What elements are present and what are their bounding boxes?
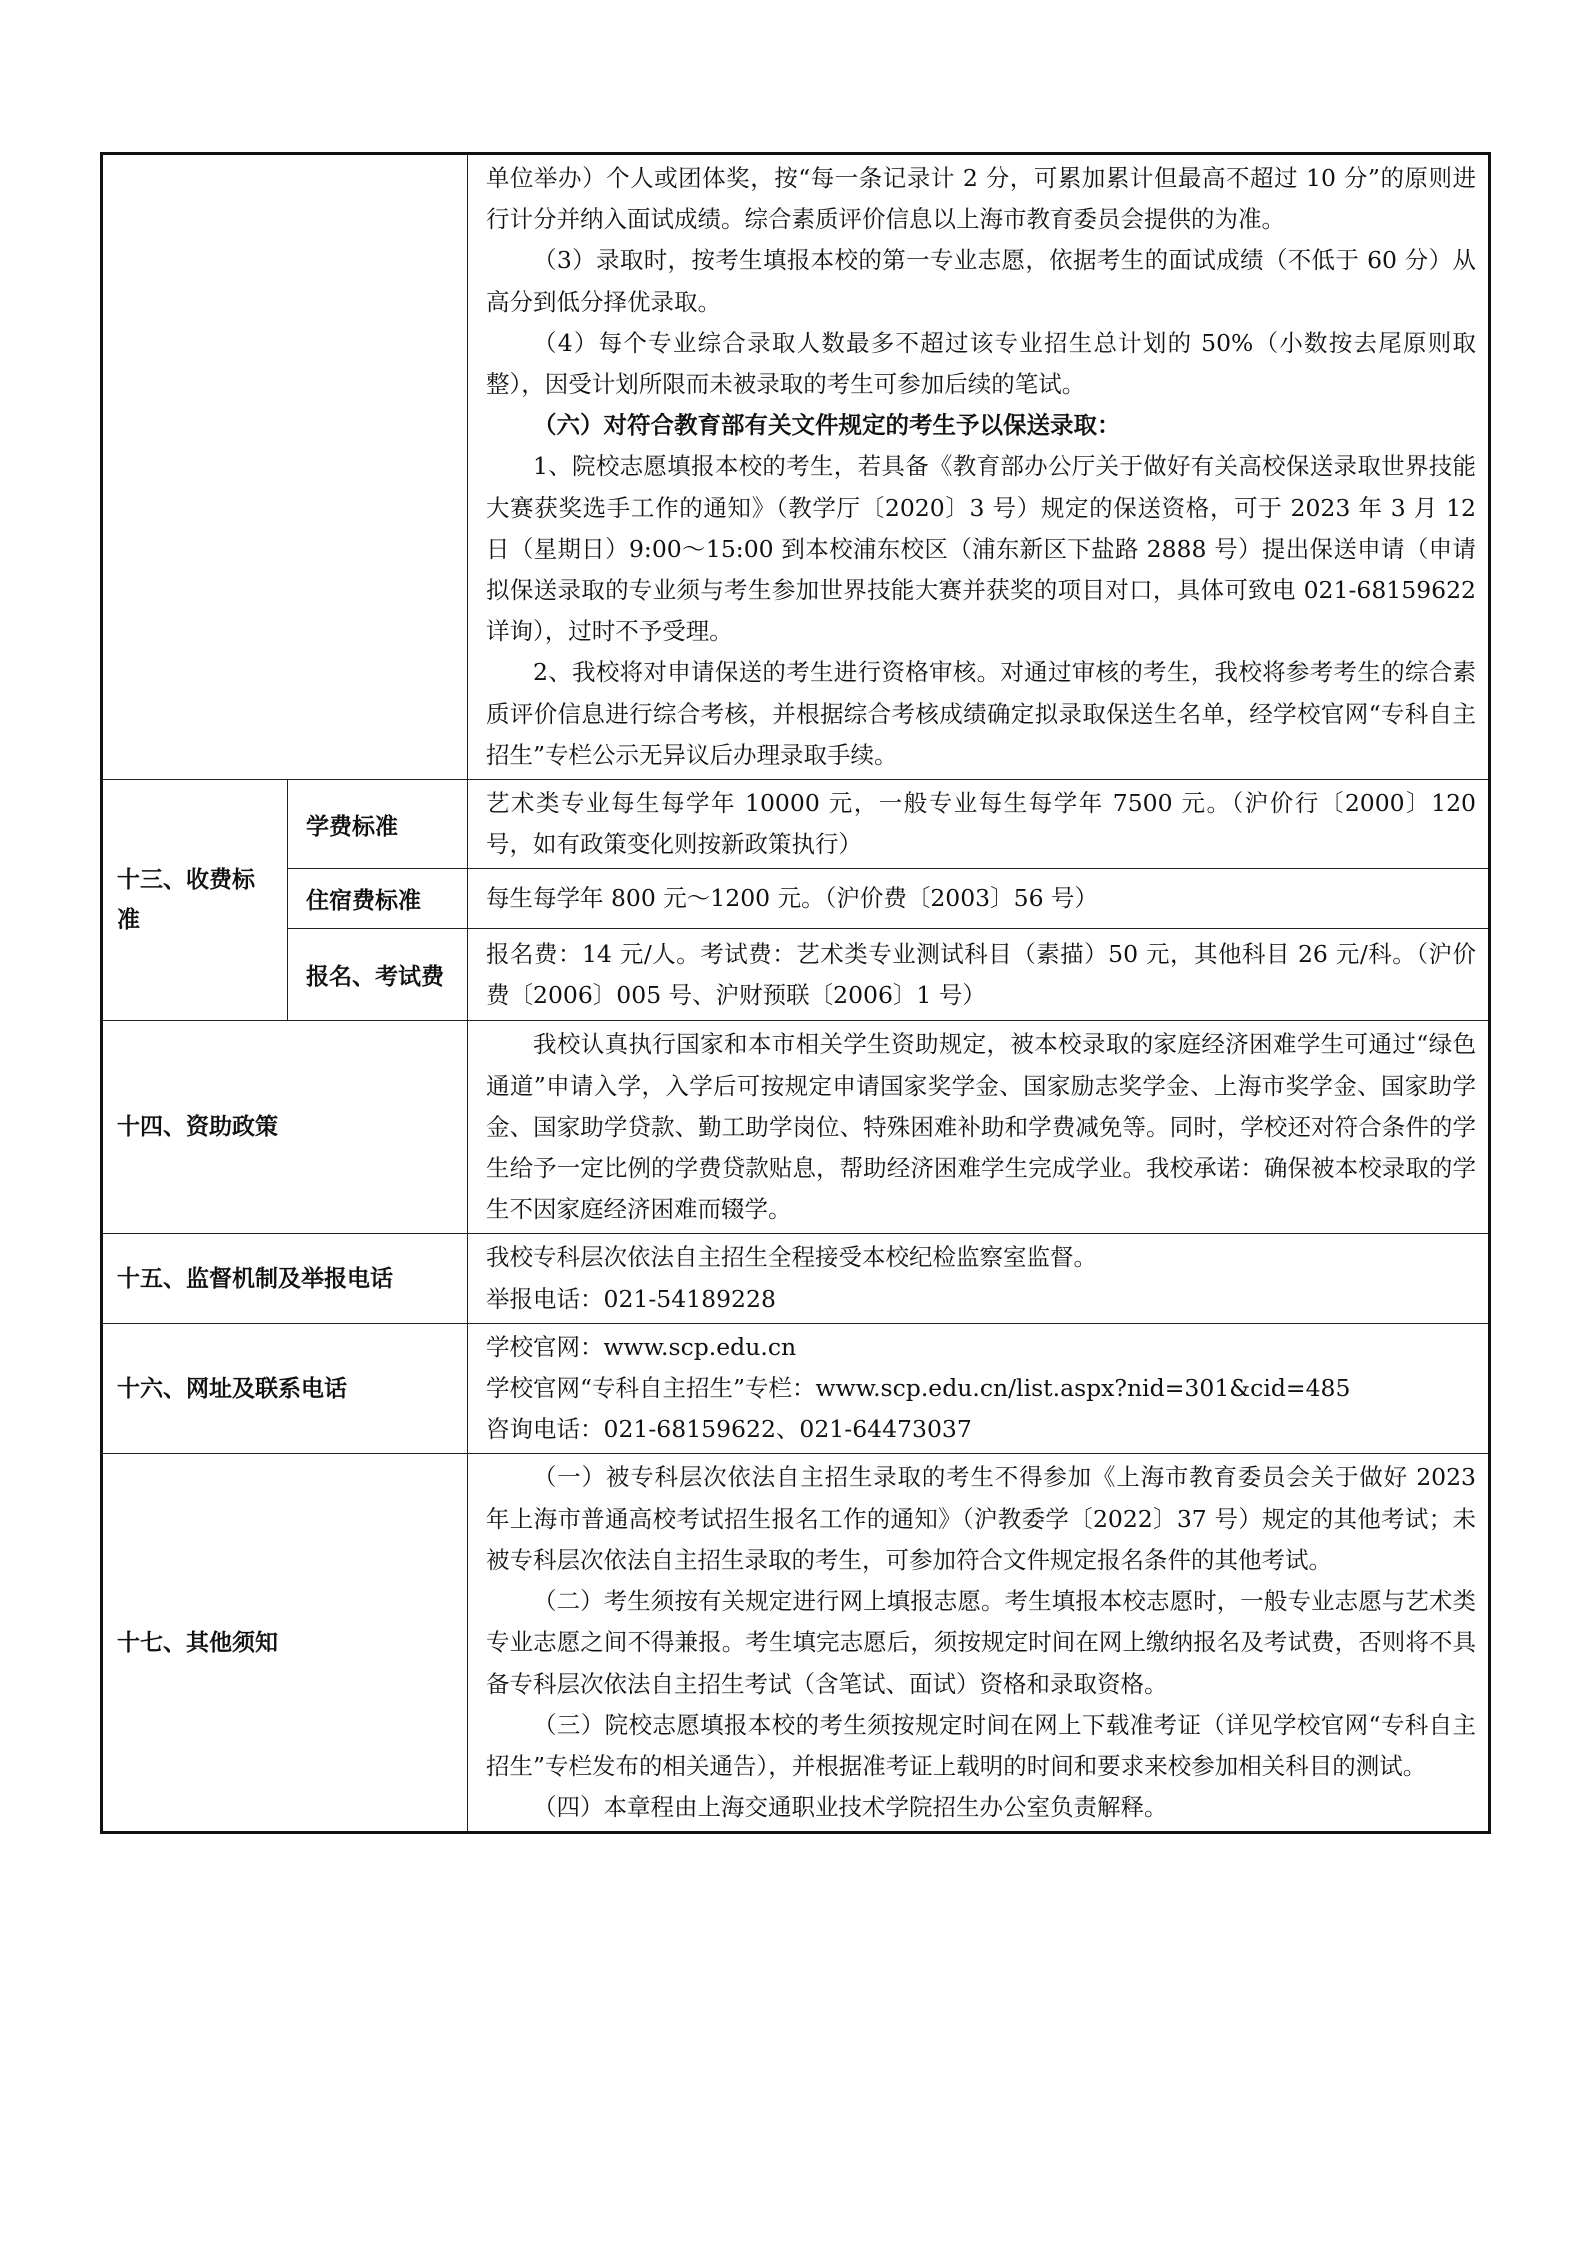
paragraph: 1、院校志愿填报本校的考生，若具备《教育部办公厅关于做好有关高校保送录取世界技能大赛获奖选手工作的通知》（教学厅〔2020〕3 号）规定的保送资格，可于 2023 年 3 月 12 日（星期日）9:00～15:00 到本校浦东校区（浦东新区下盐路 2888 号）提出保送申请（申请拟保送录取的专业须与考生参加世界技能大赛并获奖的项目对口，具体可致电 021-68159622 详询），过时不予受理。 — [486, 452, 1476, 646]
fee-row — [102, 869, 1490, 929]
notes-row — [102, 1454, 1490, 1833]
supervision-row — [102, 1234, 1490, 1323]
line: 学校官网“专科自主招生”专栏：www.scp.edu.cn/list.aspx?nid=301&cid=485 — [486, 1374, 1351, 1403]
fee-row — [102, 929, 1490, 1021]
aid-text — [468, 1021, 1490, 1234]
paragraph: （一）被专科层次依法自主招生录取的考生不得参加《上海市教育委员会关于做好 2023 年上海市普通高校考试招生报名工作的通知》（沪教委学〔2022〕37 号）规定的其他考试；未被专科层次依法自主招生录取的考生，可参加符合文件规定报名条件的其他考试。 — [486, 1463, 1476, 1574]
section-heading: （六）对符合教育部有关文件规定的考生予以保送录取： — [533, 411, 1121, 440]
fee-name: 住宿费标准 — [288, 869, 468, 929]
line: 咨询电话：021-68159622、021-64473037 — [486, 1415, 972, 1444]
aid-label: 十四、资助政策 — [102, 1021, 468, 1234]
notes-label: 十七、其他须知 — [102, 1454, 468, 1833]
empty-label-cell — [102, 154, 468, 780]
aid-row — [102, 1021, 1490, 1234]
fees-label: 十三、收费标准 — [102, 780, 288, 1021]
line: 举报电话：021-54189228 — [486, 1284, 776, 1313]
line: 我校专科层次依法自主招生全程接受本校纪检监察室监督。 — [486, 1243, 1097, 1272]
fee-text: 每生每学年 800 元～1200 元。（沪价费〔2003〕56 号） — [468, 869, 1490, 929]
continuation-row — [102, 154, 1490, 780]
fee-row — [102, 780, 1490, 869]
fee-text: 报名费：14 元/人。考试费：艺术类专业测试科目（素描）50 元，其他科目 26 元/科。（沪价费〔2006〕005 号、沪财预联〔2006〕1 号） — [468, 929, 1490, 1021]
paragraph: 单位举办）个人或团体奖，按“每一条记录计 2 分，可累加累计但最高不超过 10 分”的原则进行计分并纳入面试成绩。综合素质评价信息以上海市教育委员会提供的为准。 — [486, 164, 1476, 234]
paragraph: 2、我校将对申请保送的考生进行资格审核。对通过审核的考生，我校将参考考生的综合素质评价信息进行综合考核，并根据综合考核成绩确定拟录取保送生名单，经学校官网“专科自主招生”专栏公示无异议后办理录取手续。 — [486, 658, 1476, 769]
fee-name: 学费标准 — [288, 780, 468, 869]
contact-row — [102, 1323, 1490, 1454]
contact-label: 十六、网址及联系电话 — [102, 1323, 468, 1454]
paragraph: （4）每个专业综合录取人数最多不超过该专业招生总计划的 50%（小数按去尾原则取整），因受计划所限而未被录取的考生可参加后续的笔试。 — [486, 328, 1476, 399]
admission-table — [100, 152, 1491, 1834]
fee-name: 报名、考试费 — [288, 929, 468, 1021]
paragraph: （3）录取时，按考生填报本校的第一专业志愿，依据考生的面试成绩（不低于 60 分）从高分到低分择优录取。 — [486, 246, 1476, 316]
contact-text — [468, 1323, 1490, 1454]
line: 学校官网：www.scp.edu.cn — [486, 1332, 797, 1361]
continuation-content — [468, 154, 1490, 780]
paragraph: （四）本章程由上海交通职业技术学院招生办公室负责解释。 — [533, 1793, 1168, 1822]
paragraph: （二）考生须按有关规定进行网上填报志愿。考生填报本校志愿时，一般专业志愿与艺术类专业志愿之间不得兼报。考生填完志愿后，须按规定时间在网上缴纳报名及考试费，否则将不具备专科层次依法自主招生考试（含笔试、面试）资格和录取资格。 — [486, 1587, 1476, 1698]
notes-text — [468, 1454, 1490, 1833]
paragraph: 我校认真执行国家和本市相关学生资助规定，被本校录取的家庭经济困难学生可通过“绿色通道”申请入学，入学后可按规定申请国家奖学金、国家励志奖学金、上海市奖学金、国家助学金、国家助学贷款、勤工助学岗位、特殊困难补助和学费减免等。同时，学校还对符合条件的学生给予一定比例的学费贷款贴息，帮助经济困难学生完成学业。我校承诺：确保被本校录取的学生不因家庭经济困难而辍学。 — [486, 1030, 1476, 1224]
fee-text: 艺术类专业每生每学年 10000 元，一般专业每生每学年 7500 元。（沪价行〔2000〕120 号，如有政策变化则按新政策执行） — [468, 780, 1490, 869]
supervision-label: 十五、监督机制及举报电话 — [102, 1234, 468, 1323]
paragraph: （三）院校志愿填报本校的考生须按规定时间在网上下载准考证（详见学校官网“专科自主招生”专栏发布的相关通告），并根据准考证上载明的时间和要求来校参加相关科目的测试。 — [486, 1710, 1476, 1780]
supervision-text — [468, 1234, 1490, 1323]
